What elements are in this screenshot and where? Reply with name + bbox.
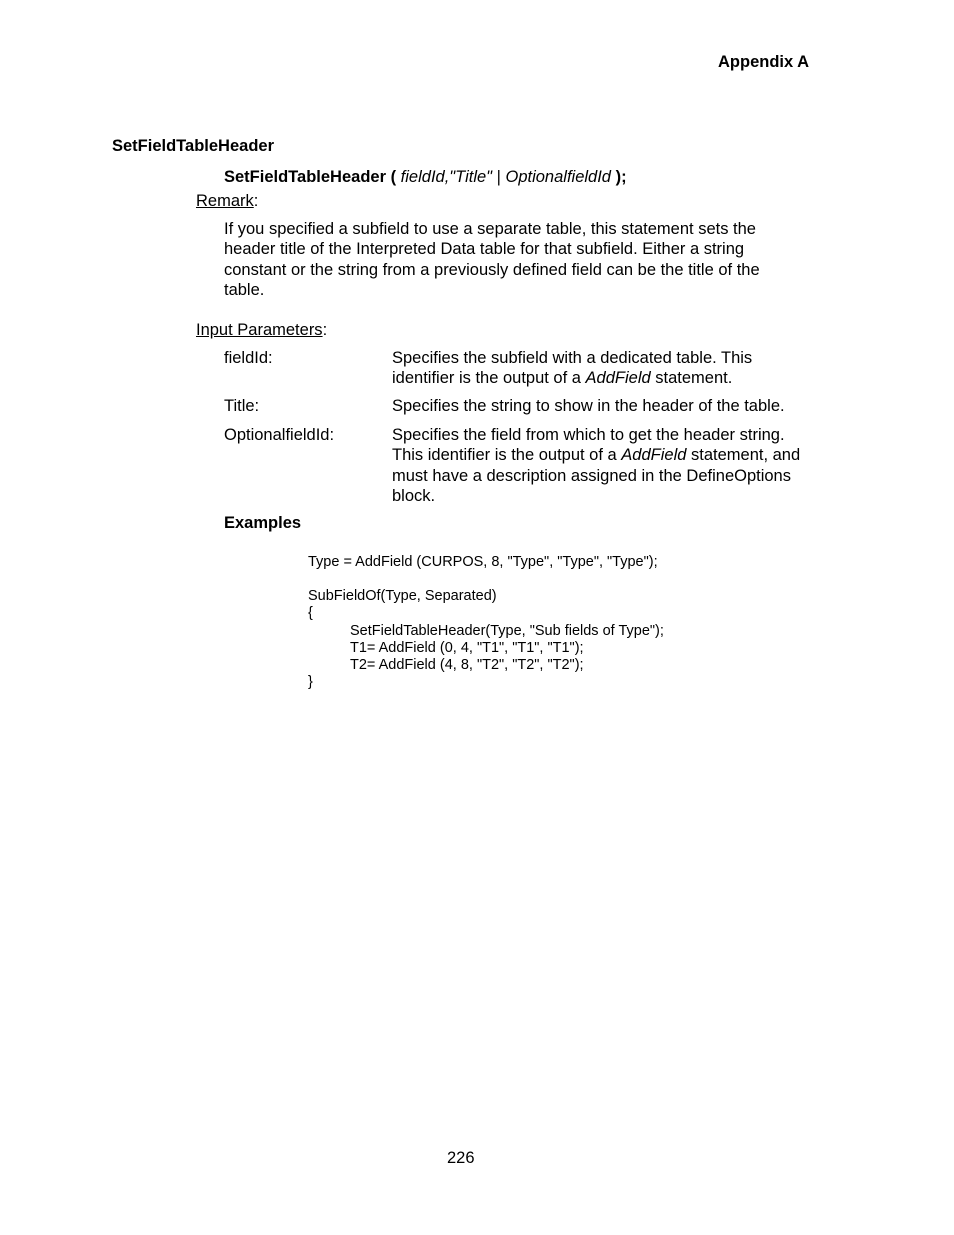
page-header-appendix: Appendix A	[718, 53, 810, 71]
section-title: SetFieldTableHeader	[112, 137, 274, 155]
param-desc-text: identifier is the output of a	[392, 369, 586, 388]
param-name-optionalfieldid: OptionalfieldId:	[224, 426, 335, 444]
remark-label	[196, 191, 258, 211]
param-desc-emphasis: AddField	[621, 446, 687, 465]
input-params-label-text: Input Parameters	[196, 321, 323, 339]
syntax-params: fieldId,"Title"	[400, 168, 493, 186]
syntax-close: );	[615, 168, 627, 186]
examples-title: Examples	[224, 514, 302, 532]
param-name-fieldid: fieldId:	[224, 349, 273, 367]
param-desc-title: Specifies the string to show in the header of the table.	[392, 397, 785, 415]
param-desc-line: must have a description assigned in the DefineOptions	[392, 466, 791, 485]
syntax-separator: |	[492, 168, 506, 186]
param-desc-optionalfieldid	[392, 425, 832, 506]
code-line: Type = AddField (CURPOS, 8, "Type", "Type", "Type");	[308, 554, 658, 570]
code-line: {	[308, 605, 313, 621]
param-desc-line: Specifies the subfield with a dedicated table. This	[392, 349, 753, 367]
param-name-title: Title:	[224, 397, 260, 415]
param-desc-line: Specifies the field from which to get the header string.	[392, 426, 785, 444]
remark-line: constant or the string from a previously defined field can be the title of the	[224, 260, 760, 279]
code-line: T1= AddField (0, 4, "T1", "T1", "T1");	[350, 640, 584, 656]
remark-line: If you specified a subfield to use a separate table, this statement sets the	[224, 220, 756, 238]
syntax-function-name: SetFieldTableHeader (	[224, 168, 397, 186]
remark-line: header title of the Interpreted Data table for that subfield. Either a string	[224, 240, 745, 259]
syntax-optional-param: OptionalfieldId	[505, 168, 611, 186]
remark-label-text: Remark	[196, 192, 254, 210]
param-desc-line: block.	[392, 486, 436, 505]
code-line: SubFieldOf(Type, Separated)	[308, 588, 497, 604]
param-desc-text: statement.	[650, 369, 733, 388]
param-desc-text: statement, and	[686, 446, 801, 465]
param-desc-fieldid	[392, 348, 832, 389]
code-line: }	[308, 674, 313, 690]
param-desc-text: This identifier is the output of a	[392, 446, 622, 465]
remark-paragraph	[224, 219, 824, 300]
param-desc-line	[392, 368, 832, 388]
syntax-line	[224, 167, 627, 187]
param-desc-emphasis: AddField	[585, 369, 651, 388]
code-line: SetFieldTableHeader(Type, "Sub fields of Type");	[350, 623, 664, 639]
code-line: T2= AddField (4, 8, "T2", "T2", "T2");	[350, 657, 584, 673]
remark-line: table.	[224, 280, 265, 299]
input-params-label-colon: :	[322, 321, 328, 339]
param-desc-line	[392, 445, 832, 465]
page-number: 226	[447, 1149, 475, 1167]
input-params-label	[196, 320, 327, 340]
remark-label-colon: :	[253, 192, 259, 210]
